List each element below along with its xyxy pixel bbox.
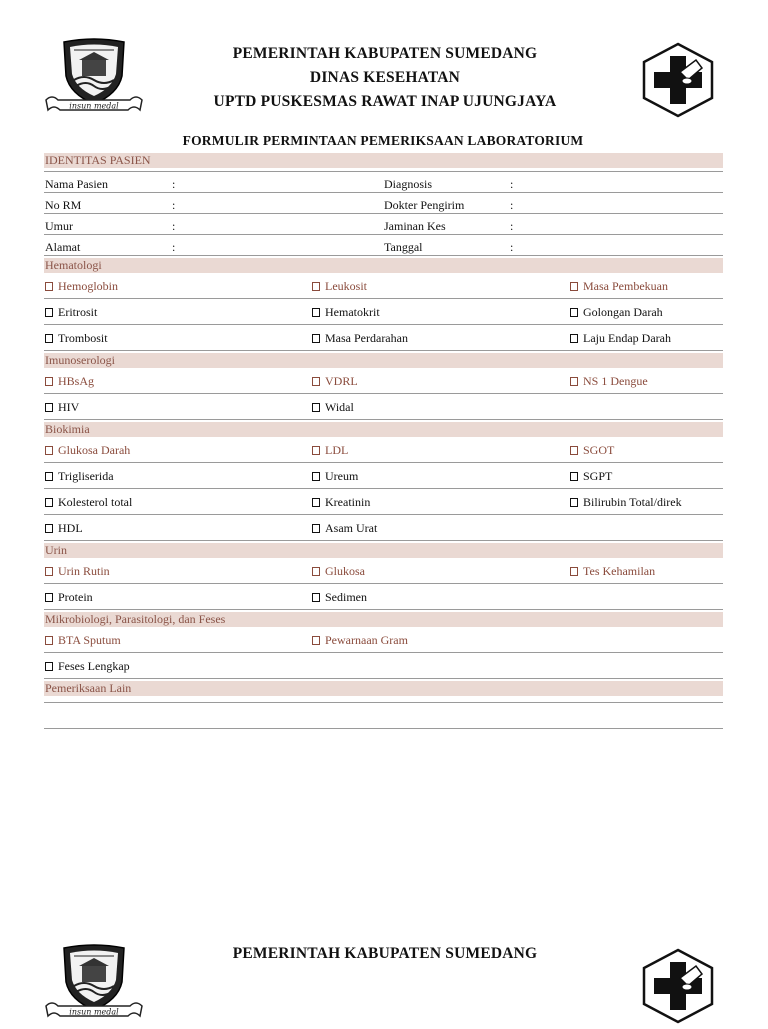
test-label: SGOT (583, 443, 615, 457)
checkbox-icon[interactable] (45, 472, 53, 481)
test-label: Ureum (325, 469, 359, 483)
checkbox-icon[interactable] (570, 308, 578, 317)
test-checkbox-item[interactable] (45, 325, 108, 351)
test-label: Kreatinin (325, 495, 371, 509)
test-label: HIV (58, 400, 80, 414)
checkbox-icon[interactable] (45, 524, 53, 533)
checkbox-icon[interactable] (45, 403, 53, 412)
test-label: Protein (58, 590, 93, 604)
checkbox-icon[interactable] (570, 377, 578, 386)
section-header-imunoserologi: Imunoserologi (44, 353, 723, 368)
test-checkbox-item[interactable] (312, 394, 354, 420)
checkbox-icon[interactable] (45, 636, 53, 645)
test-row (44, 584, 723, 610)
test-label: Asam Urat (325, 521, 378, 535)
test-checkbox-item[interactable] (570, 299, 663, 325)
test-label: Feses Lengkap (58, 659, 130, 673)
test-label: Pewarnaan Gram (325, 633, 408, 647)
test-label: Bilirubin Total/direk (583, 495, 682, 509)
section-header-identitas: IDENTITAS PASIEN (44, 153, 723, 168)
test-checkbox-item[interactable] (570, 273, 668, 299)
test-checkbox-item[interactable] (312, 489, 370, 515)
lab-request-form (44, 153, 723, 729)
test-checkbox-item[interactable] (570, 463, 612, 489)
test-row (44, 653, 723, 679)
test-label: HBsAg (58, 374, 95, 388)
test-label: NS 1 Dengue (583, 374, 648, 388)
section-header-pemeriksaan-lain: Pemeriksaan Lain (44, 681, 723, 696)
test-checkbox-item[interactable] (45, 437, 130, 463)
letterhead-top (150, 42, 620, 114)
test-checkbox-item[interactable] (45, 368, 94, 394)
field-label: No RM (45, 198, 82, 212)
test-checkbox-item[interactable] (45, 463, 114, 489)
other-exam-line[interactable] (44, 696, 723, 703)
test-row (44, 299, 723, 325)
section-header-mikrobiologi: Mikrobiologi, Parasitologi, dan Feses (44, 612, 723, 627)
test-label: Masa Perdarahan (325, 331, 408, 345)
checkbox-icon[interactable] (45, 593, 53, 602)
test-label: Urin Rutin (58, 564, 110, 578)
checkbox-icon[interactable] (312, 446, 320, 455)
field-colon: : (510, 240, 514, 254)
checkbox-icon[interactable] (45, 662, 53, 671)
test-row (44, 489, 723, 515)
checkbox-icon[interactable] (45, 377, 53, 386)
test-row (44, 394, 723, 420)
form-title: FORMULIR PERMINTAAN PEMERIKSAAN LABORATORIUM (182, 133, 584, 148)
other-exam-line[interactable] (44, 703, 723, 729)
test-checkbox-item[interactable] (312, 325, 408, 351)
field-label: Dokter Pengirim (384, 198, 465, 212)
regency-crest-icon (44, 38, 144, 114)
test-checkbox-item[interactable] (312, 463, 358, 489)
test-checkbox-item[interactable] (570, 489, 682, 515)
checkbox-icon[interactable] (312, 567, 320, 576)
test-checkbox-item[interactable] (570, 437, 614, 463)
field-label: Nama Pasien (45, 177, 108, 191)
checkbox-icon[interactable] (312, 282, 320, 291)
test-label: Hematokrit (325, 305, 380, 319)
field-label: Alamat (45, 240, 81, 254)
test-label: Glukosa (325, 564, 365, 578)
letterhead-line: UPTD PUSKESMAS RAWAT INAP UJUNGJAYA (213, 93, 557, 110)
test-label: LDL (325, 443, 349, 457)
checkbox-icon[interactable] (312, 334, 320, 343)
test-checkbox-item[interactable] (312, 584, 367, 610)
test-label: Laju Endap Darah (583, 331, 671, 345)
test-label: Tes Kehamilan (583, 564, 656, 578)
test-row (44, 325, 723, 351)
test-row (44, 437, 723, 463)
test-label: SGPT (583, 469, 613, 483)
checkbox-icon[interactable] (45, 308, 53, 317)
checkbox-icon[interactable] (312, 472, 320, 481)
checkbox-icon[interactable] (45, 498, 53, 507)
checkbox-icon[interactable] (312, 308, 320, 317)
checkbox-icon[interactable] (312, 498, 320, 507)
test-label: Golongan Darah (583, 305, 663, 319)
test-row (44, 368, 723, 394)
checkbox-icon[interactable] (45, 567, 53, 576)
field-label: Tanggal (384, 240, 423, 254)
section-header-hematologi: Hematologi (44, 258, 723, 273)
field-colon: : (510, 219, 514, 233)
checkbox-icon[interactable] (312, 593, 320, 602)
test-checkbox-item[interactable] (45, 273, 118, 299)
puskesmas-cross-icon (640, 42, 716, 118)
test-checkbox-item[interactable] (45, 299, 97, 325)
test-label: VDRL (325, 374, 358, 388)
letterhead-bottom (150, 942, 620, 966)
test-label: Hemoglobin (58, 279, 118, 293)
checkbox-icon[interactable] (312, 377, 320, 386)
test-checkbox-item[interactable] (45, 627, 121, 653)
checkbox-icon[interactable] (45, 282, 53, 291)
field-colon: : (172, 177, 176, 191)
test-checkbox-item[interactable] (45, 515, 83, 541)
test-checkbox-item[interactable] (312, 515, 377, 541)
section-header-biokimia: Biokimia (44, 422, 723, 437)
test-label: Eritrosit (58, 305, 98, 319)
test-checkbox-item[interactable] (312, 437, 348, 463)
test-label: Trombosit (58, 331, 108, 345)
field-colon: : (172, 198, 176, 212)
test-checkbox-item[interactable] (312, 558, 365, 584)
identity-row (44, 235, 723, 256)
section-header-urin: Urin (44, 543, 723, 558)
field-colon: : (510, 198, 514, 212)
test-label: Leukosit (325, 279, 367, 293)
identity-row (44, 214, 723, 235)
svg-text:insun medal: insun medal (69, 1007, 119, 1017)
test-row (44, 463, 723, 489)
checkbox-icon[interactable] (45, 446, 53, 455)
checkbox-icon[interactable] (570, 472, 578, 481)
field-colon: : (510, 177, 514, 191)
field-label: Diagnosis (384, 177, 432, 191)
test-checkbox-item[interactable] (570, 368, 648, 394)
test-checkbox-item[interactable] (45, 558, 110, 584)
puskesmas-cross-icon (640, 948, 716, 1024)
checkbox-icon[interactable] (312, 636, 320, 645)
test-checkbox-item[interactable] (45, 394, 79, 420)
test-label: Sedimen (325, 590, 367, 604)
test-checkbox-item[interactable] (312, 299, 380, 325)
checkbox-icon[interactable] (570, 282, 578, 291)
test-row (44, 558, 723, 584)
test-label: Trigliserida (58, 469, 114, 483)
test-checkbox-item[interactable] (45, 584, 93, 610)
test-label: Glukosa Darah (58, 443, 131, 457)
test-label: Widal (325, 400, 354, 414)
identity-row (44, 193, 723, 214)
test-label: Masa Pembekuan (583, 279, 668, 293)
field-colon: : (172, 240, 176, 254)
test-row (44, 627, 723, 653)
test-checkbox-item[interactable] (312, 627, 408, 653)
letterhead-line: PEMERINTAH KABUPATEN SUMEDANG (232, 45, 538, 62)
test-row (44, 273, 723, 299)
test-checkbox-item[interactable] (45, 653, 130, 679)
field-label: Umur (45, 219, 73, 233)
checkbox-icon[interactable] (312, 403, 320, 412)
test-checkbox-item[interactable] (312, 368, 358, 394)
checkbox-icon[interactable] (570, 334, 578, 343)
test-label: BTA Sputum (58, 633, 121, 647)
test-label: HDL (58, 521, 83, 535)
test-checkbox-item[interactable] (312, 273, 367, 299)
letterhead-line: DINAS KESEHATAN (309, 69, 461, 86)
checkbox-icon[interactable] (570, 567, 578, 576)
test-checkbox-item[interactable] (45, 489, 132, 515)
svg-text:insun medal: insun medal (69, 101, 119, 111)
field-label: Jaminan Kes (384, 219, 446, 233)
test-row (44, 515, 723, 541)
test-checkbox-item[interactable] (570, 325, 671, 351)
test-label: Kolesterol total (58, 495, 133, 509)
regency-crest-icon (44, 944, 144, 1020)
test-checkbox-item[interactable] (570, 558, 655, 584)
identity-row (44, 171, 723, 193)
checkbox-icon[interactable] (570, 498, 578, 507)
checkbox-icon[interactable] (45, 334, 53, 343)
checkbox-icon[interactable] (312, 524, 320, 533)
letterhead-line: PEMERINTAH KABUPATEN SUMEDANG (232, 945, 538, 962)
checkbox-icon[interactable] (570, 446, 578, 455)
field-colon: : (172, 219, 176, 233)
